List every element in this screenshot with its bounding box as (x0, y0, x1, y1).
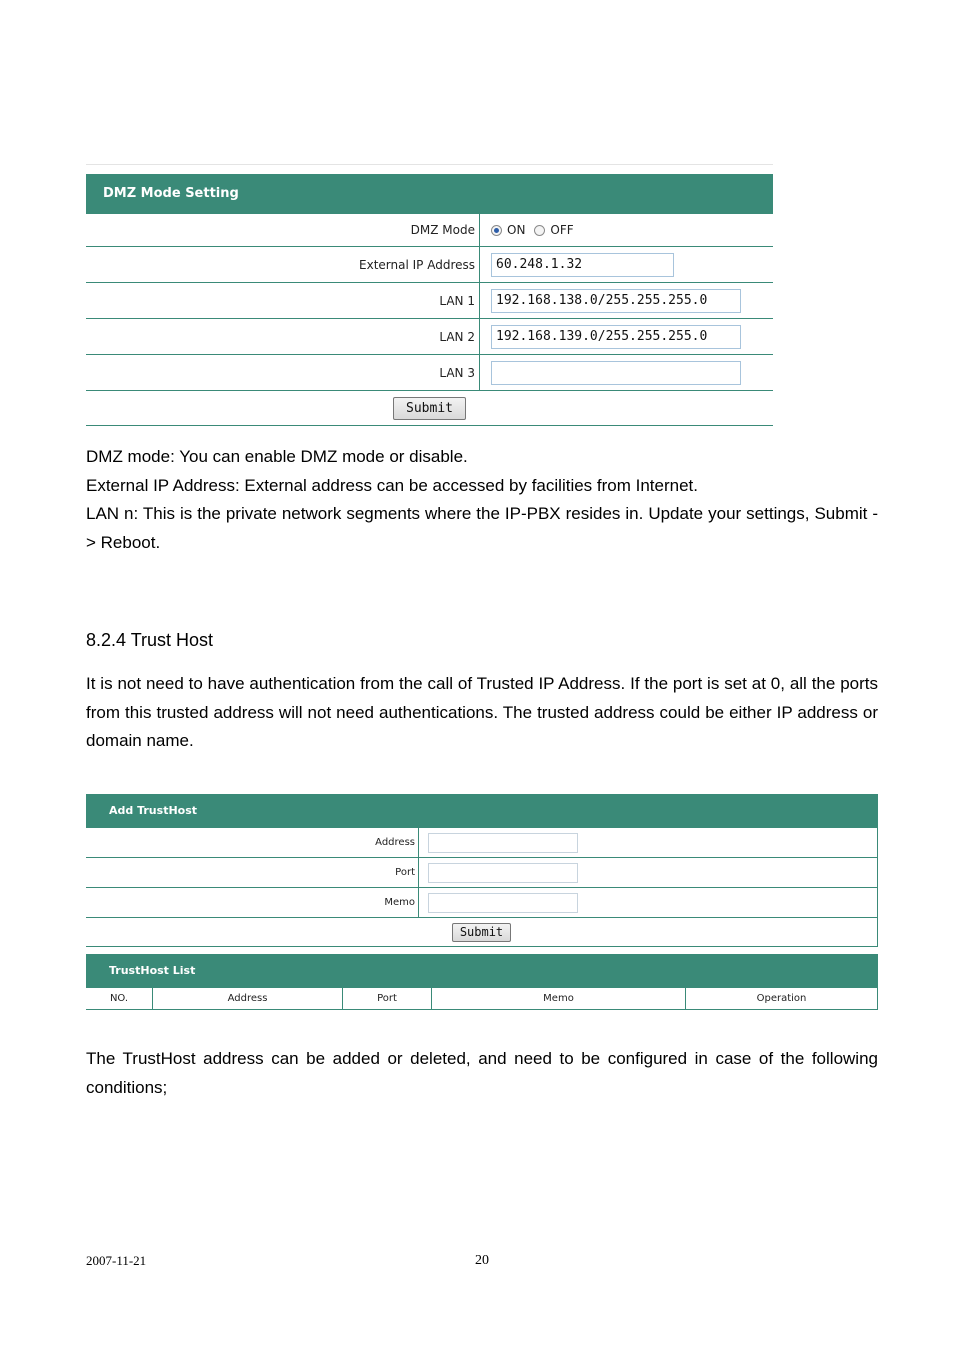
memo-row (86, 888, 878, 918)
footer-page-number: 20 (475, 1253, 489, 1268)
column-header-memo: Memo (432, 988, 686, 1009)
memo-input[interactable] (428, 893, 578, 913)
closing-paragraph: The TrustHost address can be added or deleted, and need to be configured in case of the following conditions; (86, 1049, 878, 1097)
column-header-operation: Operation (686, 988, 878, 1009)
address-input[interactable] (428, 833, 578, 853)
dmz-mode-options (480, 214, 773, 246)
lan1-input[interactable]: 192.168.138.0/255.255.255.0 (491, 289, 741, 313)
trusthost-submit-row (86, 918, 878, 947)
trusthost-list-columns (86, 988, 878, 1010)
dmz-submit-button[interactable]: Submit (393, 397, 466, 420)
dmz-mode-label: DMZ Mode (86, 214, 480, 246)
trust-host-panel (86, 794, 878, 1010)
lan1-row (86, 283, 773, 319)
port-label: Port (86, 858, 419, 887)
top-divider (86, 164, 773, 165)
address-row (86, 828, 878, 858)
trust-host-description: It is not need to have authentication from the call of Trusted IP Address. If the port is set at 0, all the ports from this trusted address will not need authentications. The trusted address could be either IP address or domain name. (86, 674, 878, 750)
external-ip-description: External IP Address: External address can be accessed by facilities from Internet. (86, 476, 698, 495)
lan2-input[interactable]: 192.168.139.0/255.255.255.0 (491, 325, 741, 349)
dmz-on-radio[interactable] (491, 225, 502, 236)
column-header-address: Address (153, 988, 343, 1009)
trusthost-list-title: TrustHost List (86, 954, 878, 988)
dmz-off-label[interactable]: OFF (550, 223, 574, 237)
dmz-on-label[interactable]: ON (507, 223, 526, 237)
lan2-row (86, 319, 773, 355)
section-heading: 8.2.4 Trust Host (86, 630, 214, 650)
footer-date: 2007-11-21 (86, 1253, 147, 1268)
lan-description: LAN n: This is the private network segments where the IP-PBX resides in. Update your settings, Submit -> Reboot. (86, 504, 878, 552)
external-ip-input[interactable]: 60.248.1.32 (491, 253, 674, 277)
external-ip-label: External IP Address (86, 247, 480, 282)
lan3-row (86, 355, 773, 391)
dmz-off-radio[interactable] (534, 225, 545, 236)
lan1-label: LAN 1 (86, 283, 480, 318)
dmz-submit-row (86, 391, 773, 426)
column-header-port: Port (343, 988, 432, 1009)
address-label: Address (86, 828, 419, 857)
memo-label: Memo (86, 888, 419, 917)
lan2-label: LAN 2 (86, 319, 480, 354)
dmz-mode-description: DMZ mode: You can enable DMZ mode or disable. (86, 447, 468, 466)
external-ip-row (86, 247, 773, 283)
dmz-panel-title: DMZ Mode Setting (86, 174, 773, 214)
column-header-no: NO. (86, 988, 153, 1009)
lan3-label: LAN 3 (86, 355, 480, 390)
port-row (86, 858, 878, 888)
add-trusthost-title: Add TrustHost (86, 794, 878, 828)
lan3-input[interactable] (491, 361, 741, 385)
dmz-mode-panel (86, 174, 773, 426)
port-input[interactable] (428, 863, 578, 883)
dmz-mode-row (86, 214, 773, 247)
trusthost-submit-button[interactable]: Submit (452, 923, 511, 942)
